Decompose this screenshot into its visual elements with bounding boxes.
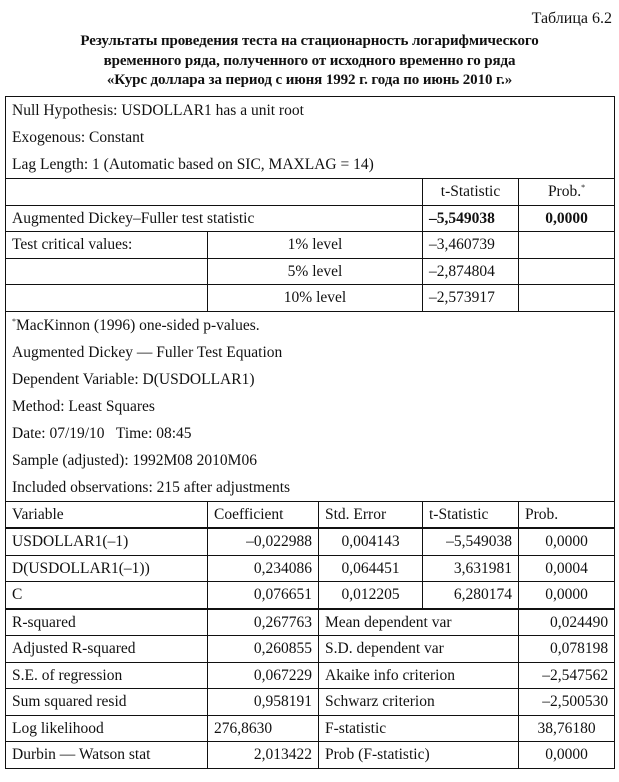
coef-tstat: 3,631981 — [423, 555, 519, 582]
stats-row — [6, 689, 615, 716]
critical-prob-blank — [519, 232, 615, 259]
coef-variable: D(USDOLLAR1(–1)) — [6, 555, 208, 582]
adf-statistic-tstat: –5,549038 — [423, 205, 519, 232]
coef-variable: USDOLLAR1(–1) — [6, 528, 208, 555]
stats-left-value: 0,267763 — [208, 609, 319, 636]
stats-left-label: Durbin — Watson stat — [6, 742, 208, 769]
critical-value: –2,874804 — [423, 258, 519, 285]
coef-row — [6, 555, 615, 582]
footnote-text: MacKinnon (1996) one-sided p-values. — [16, 316, 260, 334]
stats-left-label: Sum squared resid — [6, 689, 208, 716]
title-line-1: Результаты проведения теста на стационарность логарифмического — [80, 33, 539, 49]
coef-std-error: 0,064451 — [319, 555, 423, 582]
coef-variable: C — [6, 582, 208, 609]
adf-statistic-label: Augmented Dickey–Fuller test statistic — [6, 205, 423, 232]
stats-left-label: R-squared — [6, 609, 208, 636]
dependent-variable: Dependent Variable: D(USDOLLAR1) — [6, 366, 615, 393]
coef-std-error: 0,012205 — [319, 582, 423, 609]
date-time: Date: 07/19/10 Time: 08:45 — [6, 420, 615, 447]
sample-row — [6, 447, 615, 474]
stats-right-value: 38,76180 — [519, 715, 615, 742]
table-title — [0, 32, 619, 91]
method-row — [6, 393, 615, 420]
coef-tstat: 6,280174 — [423, 582, 519, 609]
stats-left-value: 0,067229 — [208, 662, 319, 689]
null-hypothesis-row — [6, 97, 615, 125]
stats-right-label: S.D. dependent var — [319, 636, 519, 663]
critical-value: –3,460739 — [423, 232, 519, 259]
coef-header-prob: Prob. — [519, 501, 615, 528]
observations: Included observations: 215 after adjustments — [6, 474, 615, 502]
coef-prob: 0,0000 — [519, 582, 615, 609]
stats-right-value: 0,078198 — [519, 636, 615, 663]
dependent-variable-row — [6, 366, 615, 393]
critical-prob-blank — [519, 258, 615, 285]
critical-label-blank — [6, 258, 208, 285]
critical-value: –2,573917 — [423, 285, 519, 312]
stats-right-label: F-statistic — [319, 715, 519, 742]
coef-row — [6, 528, 615, 555]
adf-header-blank — [6, 179, 423, 206]
coef-header-variable: Variable — [6, 501, 208, 528]
footnote-mark: * — [12, 316, 16, 326]
coef-coefficient: 0,076651 — [208, 582, 319, 609]
adf-header-prob-label: Prob. — [547, 183, 582, 201]
stats-right-label: Mean dependent var — [319, 609, 519, 636]
stats-right-value: 0,0000 — [519, 742, 615, 769]
method: Method: Least Squares — [6, 393, 615, 420]
critical-value-row — [6, 232, 615, 259]
critical-value-row — [6, 258, 615, 285]
stats-left-label: S.E. of regression — [6, 662, 208, 689]
critical-level: 1% level — [208, 232, 423, 259]
critical-level: 5% level — [208, 258, 423, 285]
stats-row — [6, 609, 615, 636]
equation-title-row — [6, 339, 615, 366]
coef-coefficient: –0,022988 — [208, 528, 319, 555]
observations-row — [6, 474, 615, 502]
sample: Sample (adjusted): 1992M08 2010M06 — [6, 447, 615, 474]
null-hypothesis: Null Hypothesis: USDOLLAR1 has a unit root — [6, 97, 615, 125]
stats-left-label: Adjusted R-squared — [6, 636, 208, 663]
critical-label-blank — [6, 285, 208, 312]
coef-header-tstat: t-Statistic — [423, 501, 519, 528]
adf-header-row — [6, 179, 615, 206]
coef-header-coefficient: Coefficient — [208, 501, 319, 528]
critical-prob-blank — [519, 285, 615, 312]
adf-statistic-prob: 0,0000 — [519, 205, 615, 232]
stats-row — [6, 636, 615, 663]
stats-right-value: 0,024490 — [519, 609, 615, 636]
stats-right-value: –2,500530 — [519, 689, 615, 716]
adf-header-prob — [519, 179, 615, 206]
equation-title: Augmented Dickey — Fuller Test Equation — [6, 339, 615, 366]
lag-length-row — [6, 151, 615, 179]
coef-std-error: 0,004143 — [319, 528, 423, 555]
title-line-2: временного ряда, полученного от исходного временно го ряда — [103, 52, 516, 69]
exogenous: Exogenous: Constant — [6, 124, 615, 151]
stats-left-label: Log likelihood — [6, 715, 208, 742]
footnote — [6, 311, 615, 339]
coef-coefficient: 0,234086 — [208, 555, 319, 582]
critical-values-label: Test critical values: — [6, 232, 208, 259]
adf-results-table — [5, 96, 615, 769]
stats-right-value: –2,547562 — [519, 662, 615, 689]
stats-row — [6, 715, 615, 742]
stats-left-value: 0,958191 — [208, 689, 319, 716]
stats-left-value: 0,260855 — [208, 636, 319, 663]
stats-left-value: 2,013422 — [208, 742, 319, 769]
stats-row — [6, 742, 615, 769]
coef-prob: 0,0000 — [519, 528, 615, 555]
coef-prob: 0,0004 — [519, 555, 615, 582]
adf-header-tstat: t-Statistic — [423, 179, 519, 206]
coef-header-std-error: Std. Error — [319, 501, 423, 528]
critical-value-row — [6, 285, 615, 312]
coef-tstat: –5,549038 — [423, 528, 519, 555]
date-time-row — [6, 420, 615, 447]
critical-level: 10% level — [208, 285, 423, 312]
title-line-3: «Курс доллара за период с июня 1992 г. года по июнь 2010 г.» — [106, 72, 513, 88]
table-number: Таблица 6.2 — [531, 10, 612, 27]
footnote-mark: * — [581, 183, 586, 193]
coef-header-row — [6, 501, 615, 528]
stats-right-label: Schwarz criterion — [319, 689, 519, 716]
stats-right-label: Prob (F-statistic) — [319, 742, 519, 769]
footnote-row — [6, 311, 615, 339]
lag-length: Lag Length: 1 (Automatic based on SIC, MAXLAG = 14) — [6, 151, 615, 179]
stats-left-value: 276,8630 — [208, 715, 319, 742]
coef-row — [6, 582, 615, 609]
exogenous-row — [6, 124, 615, 151]
adf-statistic-row — [6, 205, 615, 232]
stats-right-label: Akaike info criterion — [319, 662, 519, 689]
stats-row — [6, 662, 615, 689]
